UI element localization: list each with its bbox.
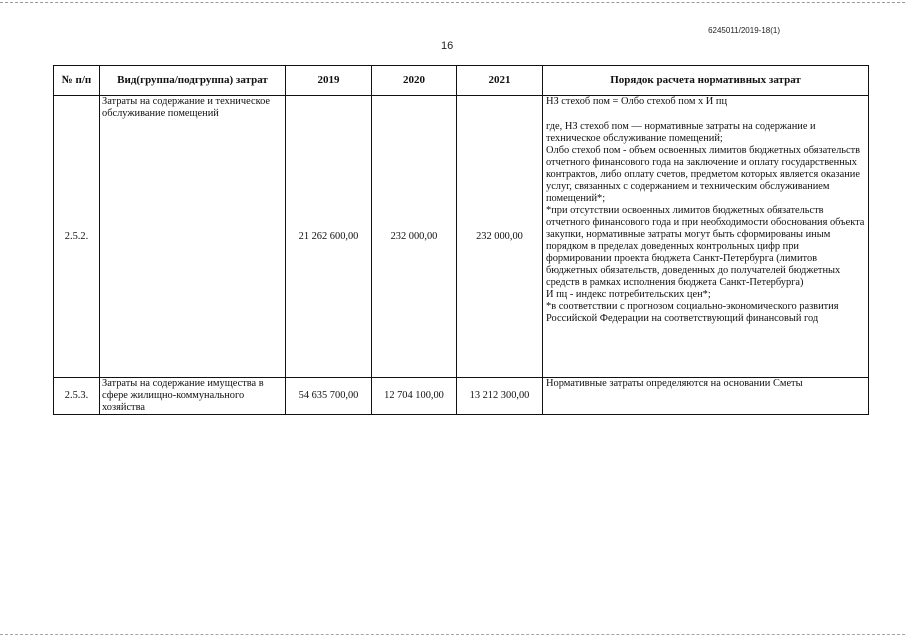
scan-edge-bottom <box>0 634 905 635</box>
table-row <box>54 96 869 378</box>
value-2021: 13 212 300,00 <box>457 378 543 415</box>
column-header-2021: 2021 <box>457 66 543 96</box>
page-number: 16 <box>441 40 454 52</box>
calculation-line: *при отсутствии освоенных лимитов бюджетных обязательств отчетного финансового года и при необходимости обоснования объекта закупки, нормативные затраты могут быть сформированы иным порядком в пределах доведенных контрольных цифр при формировании проекта бюджета Санкт-Петербурга (лимитов бюджетных обязательств, доведенных до получателей бюджетных средств в рамках исполнения бюджета Санкт-Петербурга) <box>546 205 865 288</box>
value-2020: 232 000,00 <box>372 96 457 378</box>
calculation-procedure: Нормативные затраты определяются на основании Сметы <box>543 378 869 415</box>
calculation-line: И пц - индекс потребительских цен*; <box>546 289 711 300</box>
row-number: 2.5.3. <box>54 378 100 415</box>
calculation-line: где, НЗ стехоб пом — нормативные затраты на содержание и техническое обслуживание помещений; <box>546 121 816 144</box>
calculation-line: *в соответствии с прогнозом социально-экономического развития Российской Федерации на соответствующий финансовый год <box>546 301 839 324</box>
value-2020: 12 704 100,00 <box>372 378 457 415</box>
row-number: 2.5.2. <box>54 96 100 378</box>
value-2019: 21 262 600,00 <box>286 96 372 378</box>
document-code: 6245011/2019-18(1) <box>708 26 780 35</box>
calculation-procedure <box>543 96 869 378</box>
column-header-calculation: Порядок расчета нормативных затрат <box>543 66 869 96</box>
cost-type-name: Затраты на содержание имущества в сфере жилищно-коммунального хозяйства <box>100 378 286 415</box>
scan-edge-top <box>0 2 905 3</box>
column-header-2019: 2019 <box>286 66 372 96</box>
column-header-cost-type: Вид(группа/подгруппа) затрат <box>100 66 286 96</box>
value-2019: 54 635 700,00 <box>286 378 372 415</box>
calculation-line: Олбо стехоб пом - объем освоенных лимитов бюджетных обязательств отчетного финансового года на заключение и оплату государственных контрактов, либо оплату счетов, предметом которых является оказание услуг, связанных с содержанием и техническим обслуживанием помещений*; <box>546 145 861 204</box>
cost-table <box>53 65 869 415</box>
column-header-2020: 2020 <box>372 66 457 96</box>
spacer <box>546 108 865 121</box>
calculation-formula: НЗ стехоб пом = Олбо стехоб пом х И пц <box>546 96 728 107</box>
value-2021: 232 000,00 <box>457 96 543 378</box>
table-header-row <box>54 66 869 96</box>
column-header-number: № п/п <box>54 66 100 96</box>
cost-type-name: Затраты на содержание и техническое обслуживание помещений <box>100 96 286 378</box>
table-row <box>54 378 869 415</box>
